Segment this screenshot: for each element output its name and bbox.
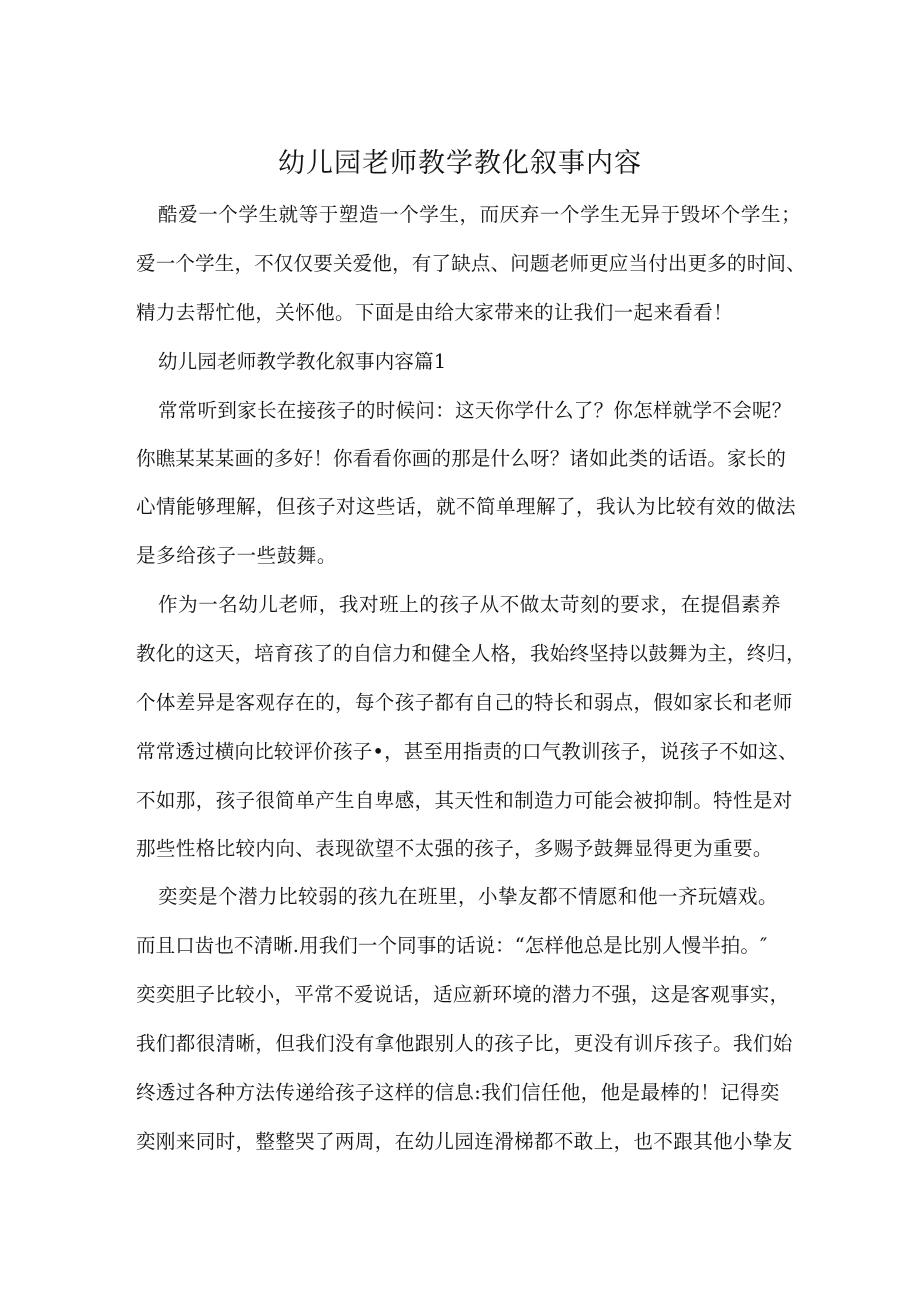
paragraph-line: 我们都很清晰，但我们没有拿他跟别人的孩子比，更没有训斥孩子。我们始 [136, 1032, 793, 1055]
paragraph-line: 教化的这天，培育孩了的自信力和健全人格，我始终坚持以鼓舞为主，终归， [136, 642, 806, 665]
paragraph-line: 作为一名幼儿老师，我对班上的孩子从不做太苛刻的要求，在提倡素养 [158, 593, 782, 616]
intro-line: 酷爱一个学生就等于塑造一个学生，而厌弃一个学生无异于毁坏个学生； [158, 203, 802, 226]
paragraph-line: 常常透过横向比较评价孩子•，甚至用指责的口气教训孩子，说孩子不如这、 [136, 740, 798, 763]
paragraph-line: 心情能够理解，但孩子对这些话，就不简单理解了，我认为比较有效的做法 [136, 495, 797, 518]
intro-line: 爱一个学生，不仅仅要关爱他，有了缺点、问题老师更应当付出更多的时间、 [136, 252, 806, 275]
paragraph-line: 奕奕胆子比较小，平常不爱说话，适应新环境的潜力不强，这是客观事实， [136, 983, 790, 1006]
paragraph-line: 那些性格比较内向、表现欲望不太强的孩子，多赐予鼓舞显得更为重要。 [136, 837, 773, 860]
section-heading: 幼儿园老师教学教化叙事内容篇1 [158, 350, 447, 373]
intro-line: 精力去帮忙他，关怀他。下面是由给大家带来的让我们一起来看看！ [136, 301, 734, 324]
paragraph-line: 终透过各种方法传递给孩子这样的信息:我们信任他，他是最棒的！记得奕 [136, 1081, 780, 1104]
paragraph-line: 常常听到家长在接孩子的时候问：这天你学什么了？你怎样就学不会呢？ [158, 399, 792, 422]
paragraph-line: 是多给孩子一些鼓舞。 [136, 544, 338, 567]
paragraph-line: 奕奕是个潜力比较弱的孩九在班里，小挚友都不情愿和他一齐玩嬉戏。 [158, 885, 779, 908]
paragraph-line: 个体差异是客观存在的，每个孩子都有自己的特长和弱点，假如家长和老师 [136, 691, 793, 714]
paragraph-line: 奕刚来同时，整整哭了两周，在幼儿园连滑梯都不敢上，也不跟其他小挚友 [136, 1130, 793, 1153]
paragraph-line: 不如那，孩子很简单产生自卑感，其天性和制造力可能会被抑制。特性是对 [136, 789, 793, 812]
paragraph-line: 你瞧某某某画的多好！你看看你画的那是什么呀？诸如此类的话语。家长的 [136, 447, 787, 470]
paragraph-line: 而且口齿也不清晰.用我们一个同事的话说：“怎样他总是比别人慢半拍。″ [136, 934, 768, 957]
document-title: 幼儿园老师教学教化叙事内容 [278, 148, 642, 179]
